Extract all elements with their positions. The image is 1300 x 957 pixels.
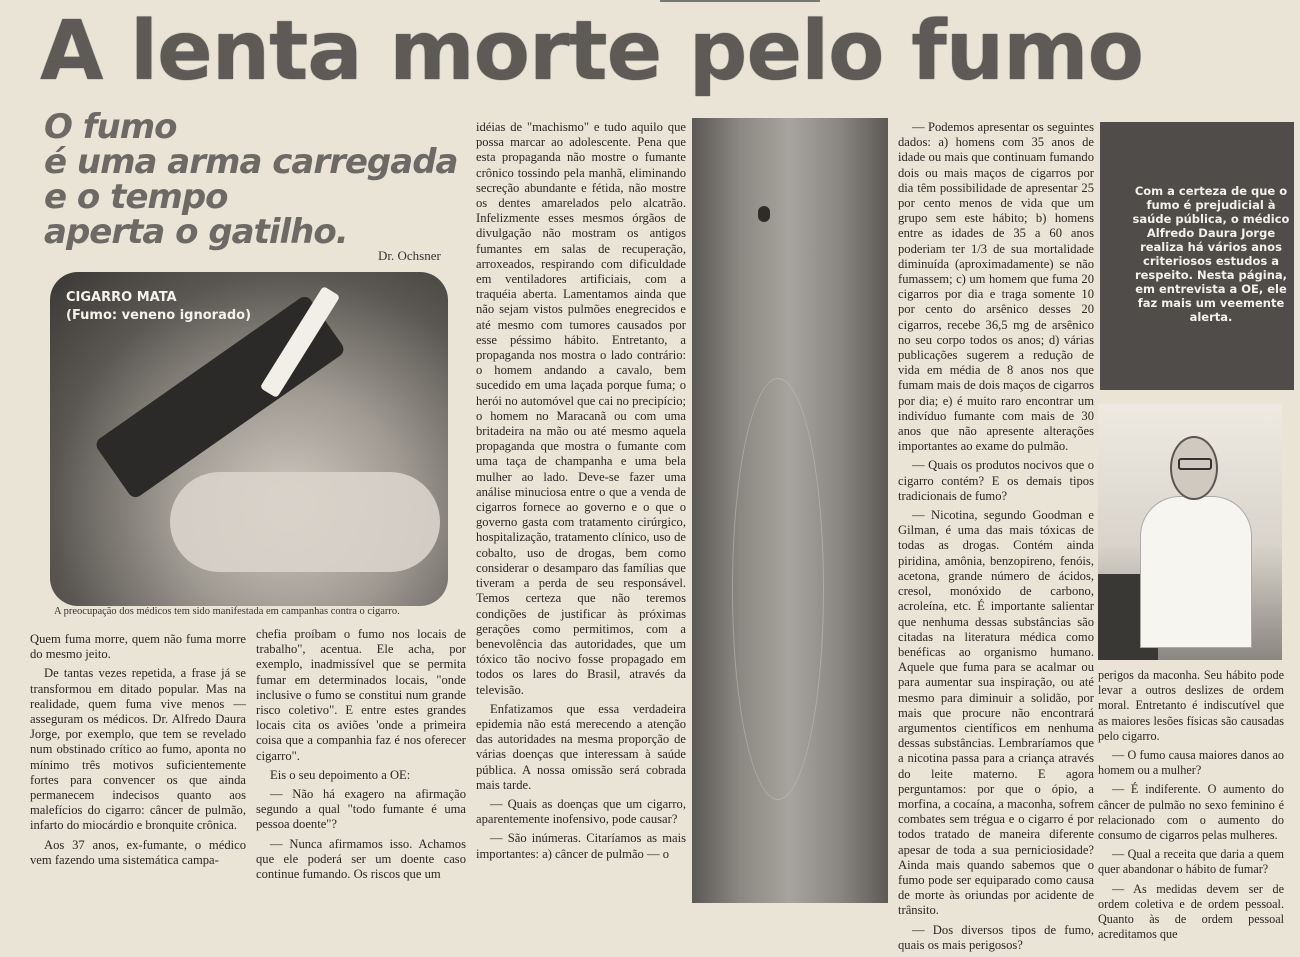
paragraph: — Nunca afirmamos isso. Achamos que ele poderá ser um doente caso continue fumando. Os riscos que um — [256, 836, 466, 882]
paragraph: Eis o seu depoimento a OE: — [270, 767, 411, 782]
paragraph: chefia proíbam o fumo nos locais de trabalho", acentua. Ele acha, por exemplo, inadmissível que se permita fumar em determinados locais, "onde inclusive o fumo se constitui num grande risco coletivo". E entre estes grandes locais cita os aviões 'onde a primeira coisa que a companhia faz é nos oferecer cigarro". — [256, 627, 466, 763]
quote-line: O fumo — [44, 107, 177, 147]
paragraph: — O fumo causa maiores danos ao homem ou a mulher? — [1098, 748, 1284, 778]
paragraph: idéias de "machismo" e tudo aquilo que possa marcar ao adolescente. Pena que esta propaganda não mostre o fumante crônico tossindo pela manhã, eliminando secreção abundante e fétida, não mostre os dentes amarelados pelo alcatrão. Infelizmente esses mesmos órgãos de divulgação não mostram os antigos fumantes em salas de recuperação, arroxeados, respirando com dificuldade em ventiladores artificiais, com a traquéia aberta. Lamentamos ainda que não sejam vistos pulmões enegrecidos e até mesmo com tumores causados por esse péssimo hábito. Entretanto, a propaganda nos mostra o lado contrário: o homem andando a cavalo, bem sucedido em uma laçada porque fuma; o herói no automóvel que cai no precipício; o homem no Maracanã ou com uma britadeira na mão ou até mesmo aquela propaganda que mostra o fumante com uma taça de champanha e uma bela mulher ao lado. Deve-se fazer uma análise minuciosa entre o que a venda de cigarros fornece ao governo e o que o governo gasta com tratamento cirúrgico, hospitalização, tratamento clínico, uso de cobalto, uso de drogas, bem como considerar o desamparo das famílias que tiveram a perda de seu responsável. Temos certeza que não teremos condições de justificar às próximas gerações como permitimos, com a benevolência das autoridades, que um tóxico tão nocivo fosse propagado em todos os lares do Brasil, através da televisão. — [476, 120, 686, 697]
paragraph: — Dos diversos tipos de fumo, quais os mais perigosos? — [898, 922, 1094, 952]
doctor-body — [1140, 496, 1252, 648]
quote-line: aperta o gatilho. — [44, 212, 348, 252]
intro-text: Com a certeza de que o fumo é prejudicial à saúde pública, o médico Alfredo Daura Jorge realiza há vários anos criteriosos estudos a respeito. Nesta página, em entrevista a OE, ele faz mais um veemente alerta. — [1132, 184, 1290, 324]
paragraph: — As medidas devem ser de ordem coletiva e de ordem pessoal. Quanto às de ordem pessoal acreditamos que — [1098, 881, 1284, 942]
quote-author: Dr. Ochsner — [378, 248, 441, 263]
intro-box — [1100, 122, 1294, 390]
photo-detail — [732, 378, 824, 800]
article-column-3 — [476, 120, 686, 866]
quote-line: e o tempo — [44, 177, 228, 217]
paragraph: — É indiferente. O aumento do câncer de pulmão no sexo feminino é relacionado com o aumento do consumo de cigarros pelas mulheres. — [1098, 782, 1284, 843]
photo-caption-subtitle: (Fumo: veneno ignorado) — [66, 308, 252, 323]
paragraph: Aos 37 anos, ex-fumante, o médico vem fazendo uma sistemática campa- — [30, 837, 246, 867]
article-column-1 — [30, 632, 246, 872]
paragraph: — Quais as doenças que um cigarro, aparentemente inofensivo, pode causar? — [476, 796, 686, 827]
article-column-2 — [256, 627, 466, 886]
glasses-shape — [1178, 458, 1212, 470]
article-column-4 — [898, 120, 1094, 957]
paragraph: Enfatizamos que essa verdadeira epidemia não está merecendo a atenção das autoridades na mesma proporção de várias doenças que interessam à saúde pública. A nossa omissão será cobrada mais tarde. — [476, 701, 686, 792]
quote-line: é uma arma carregada — [44, 142, 458, 182]
pull-quote — [44, 107, 464, 252]
cigarette-gun-photo — [50, 272, 448, 606]
photo-detail — [758, 206, 770, 222]
paragraph: — Não há exagero na afirmação segundo a qual "todo fumante é uma pessoa doente"? — [256, 787, 466, 832]
paragraph: — São inúmeras. Citaríamos as mais importantes: a) câncer de pulmão — o — [476, 831, 686, 861]
paragraph: perigos da maconha. Seu hábito pode levar a outros deslizes de ordem moral. Entretanto é indiscutível que as maiores lesões físicas são causadas pelo cigarro. — [1098, 668, 1284, 743]
paragraph: — Nicotina, segundo Goodman e Gilman, é uma das mais tóxicas de todas as drogas. Contém ainda piridina, amônia, benzopireno, fenóis, acetona, grande número de ácidos, cresol, monóxido de carbono, acroleína, etc. É importante salientar que nenhuma dessas substâncias são citadas na literatura médica como benéficas ao organismo humano. Aquele que fuma para se acalmar ou para aumentar sua inspiração, ou até mesmo para diminuir a solidão, por mais que procure não encontrará argumentos científicos em nenhuma dessas substâncias. Lembraríamos que a nicotina passa para a criança através do leite materno. E agora perguntamos: por que o ópio, a morfina, a cocaína, a maconha, sofrem combates sem trégua e o cigarro é por todos tratado de maneira diferente apesar de toda a sua perniciosidade? Ainda mais quando sabemos que o fumo pode ser equiparado como causa de morte às oriundas por acidente de trânsito. — [898, 508, 1094, 918]
photo-caption: A preocupação dos médicos tem sido manifestada em campanhas contra o cigarro. — [54, 606, 400, 617]
paragraph: — Podemos apresentar os seguintes dados: a) homens com 35 anos de idade ou mais que continuam fumando dois ou mais maços de cigarros por dia têm possibilidade de apresentar 25 por cento menos de vida que um grupo sem este hábito; b) homens entre as idades de 35 a 60 anos poderiam ter 1/3 de sua mortalidade diminuída (aproximadamente) se não fumassem; c) um homem que fuma 20 cigarros por dia e traga somente 10 por cento do arsênico desses 20 cigarros, recebe 36,5 mg de arsênico no seu corpo todos os anos; d) várias publicações sugerem a redução de vida em média de 8 anos nos que fumam mais de dois maços de cigarros por dia; e) é muito raro encontrar um indivíduo fumante com mais de 30 anos que não apresente alterações importantes ao exame do pulmão. — [898, 120, 1094, 454]
article-column-5 — [1098, 668, 1284, 946]
hand-shape — [170, 472, 440, 572]
photo-caption-title: CIGARRO MATA — [66, 290, 177, 305]
paragraph: De tantas vezes repetida, a frase já se transformou em ditado popular. Mas na realidade, quem fuma vive menos — asseguram os médicos. Dr. Alfredo Daura Jorge, por exemplo, que tem se revelado num obstinado crítico ao fumo, aponta no mínimo três motivos suficientemente fortes para convencer os que ainda permanecem indecisos quanto aos malefícios do cigarro: câncer de pulmão, infarto do miocárdio e bronquite crônica. — [30, 666, 246, 833]
headline: A lenta morte pelo fumo — [40, 4, 1143, 99]
paragraph: — Quais os produtos nocivos que o cigarro contém? E os demais tipos tradicionais de fumo? — [898, 458, 1094, 503]
paragraph: — Qual a receita que daria a quem quer abandonar o hábito de fumar? — [1098, 847, 1284, 877]
doctor-photo — [1098, 404, 1282, 660]
paragraph: Quem fuma morre, quem não fuma morre do mesmo jeito. — [30, 632, 246, 662]
center-photo — [692, 118, 888, 903]
